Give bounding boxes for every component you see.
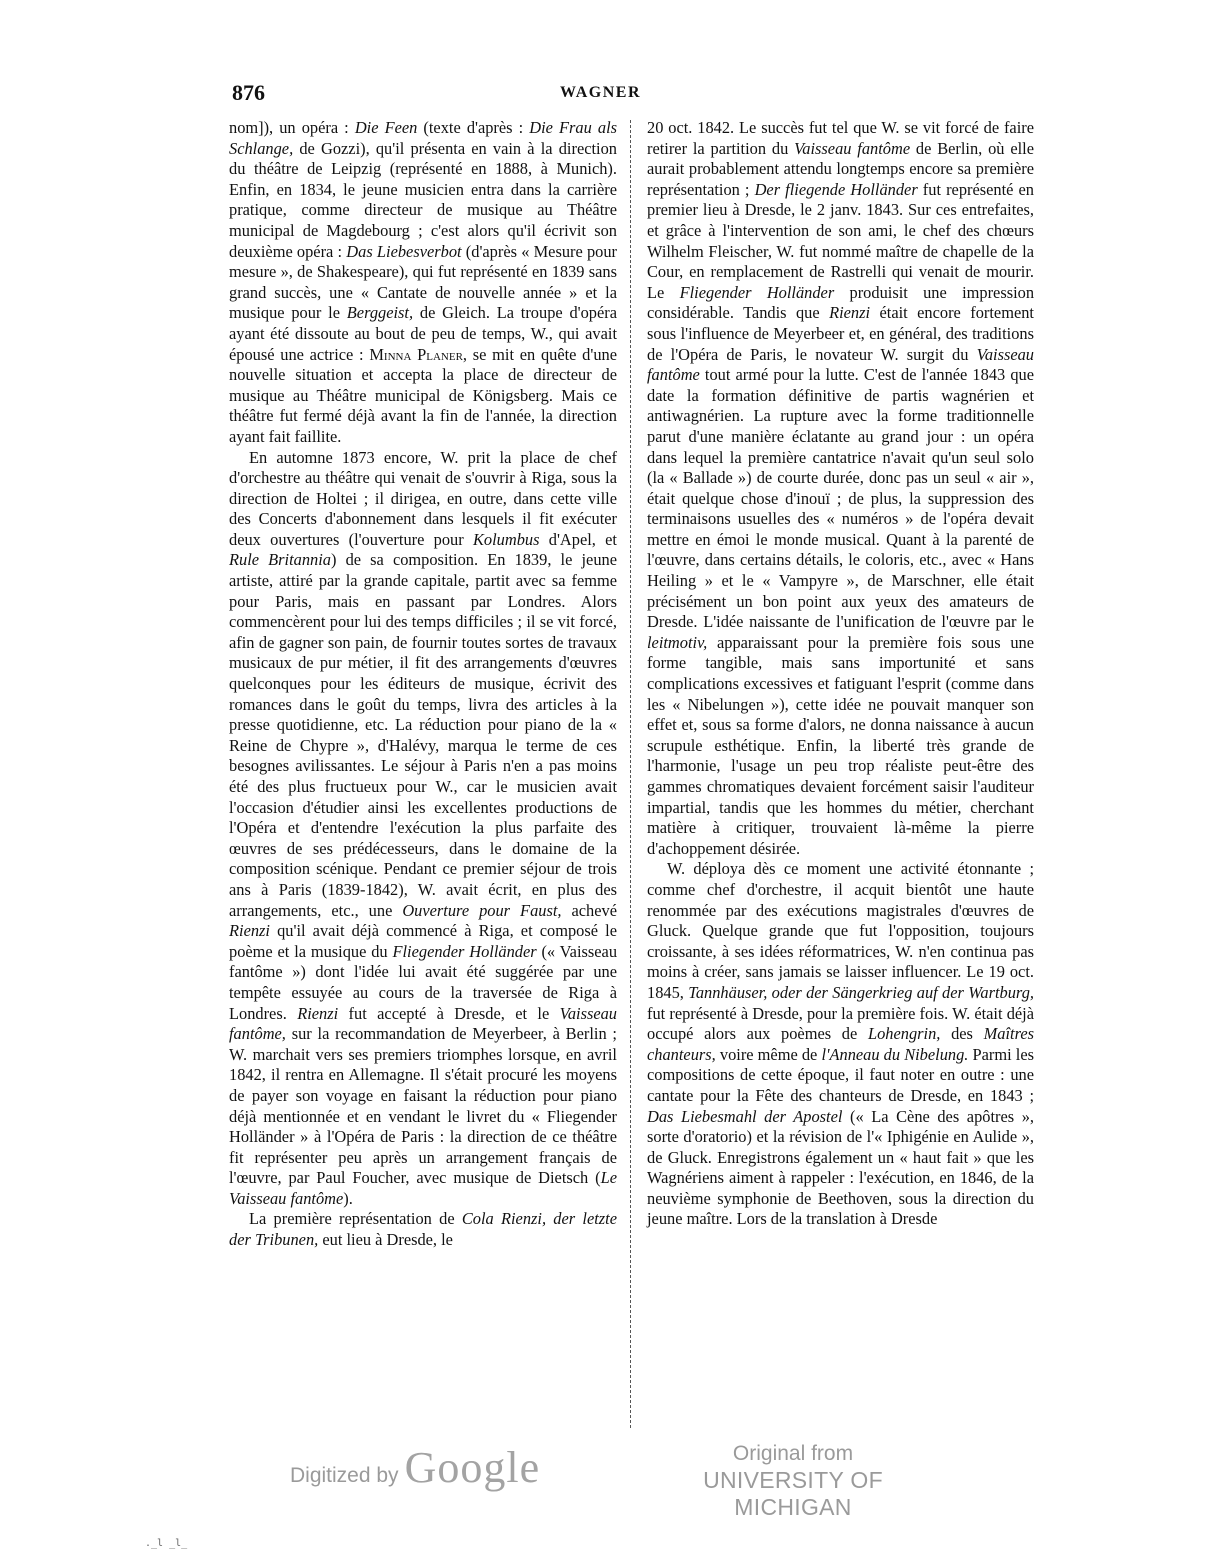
paragraph <box>229 448 617 1210</box>
text-run: ). <box>343 1188 353 1208</box>
text-run: Parmi les compositions de cette époque, il faut noter en outre : une cantate pour la Fête des chanteurs de Dresde, en 1843 ; <box>647 1044 1034 1105</box>
text-run: achevé <box>561 900 617 920</box>
text-run: fut représenté à Dresde, pour la première fois. W. était déjà occupé alors aux poèmes de <box>647 1003 1034 1044</box>
italic-run: Das Liebesmahl der Apostel <box>647 1106 843 1126</box>
right-column <box>647 118 1034 1230</box>
text-run: (d'après « Mesure pour mesure », de Shakespeare), qui fut représenté en 1839 sans grand succès, une « Cantate de nouvelle année » et la musique pour le <box>229 241 617 323</box>
italic-run: Tannhäuser, oder der Sängerkrieg auf der Wartburg, <box>688 982 1034 1002</box>
italic-run: Fliegender Holländer <box>392 941 537 961</box>
italic-run: Vaisseau fantôme <box>647 344 1034 385</box>
original-from-watermark <box>668 1440 918 1521</box>
italic-run: Vaisseau fantôme <box>794 138 911 158</box>
italic-run: Der fliegende Holländer <box>754 179 918 199</box>
text-run: 20 oct. 1842. Le succès fut tel que W. se vit forcé de faire retirer la partition du <box>647 118 1034 158</box>
text-run: voire même de <box>715 1044 822 1064</box>
paragraph <box>647 859 1034 1230</box>
text-run: produisit une impression considérable. Tandis que <box>647 282 1035 323</box>
original-from-text: Original from <box>732 1442 854 1465</box>
text-run: La première représentation de <box>249 1209 462 1229</box>
italic-run: Fliegender Holländer <box>679 282 835 302</box>
text-run: ) de sa composition. En 1839, le jeune artiste, attiré par la grande capitale, partit avec sa femme pour Paris, mais en passant par Londres. Alors commencèrent pour lui des temps difficiles ; il se vit forcé, afin de gagner son pain, de fournir toutes sortes de travaux musicaux de pur métier, il fit des arrangements d'œuvres quelconques pour les éditeurs de musique, écrivit des romances dans le goût du temps, livra des articles à la presse quotidienne, etc. La réduction pour piano de la « Reine de Chypre », d'Halévy, marqua le terme de ces besognes avilissantes. Le séjour à Paris n'en a pas moins été des plus fructueux pour W., car le musicien avait l'occasion d'étudier ainsi les excellentes productions de l'Opéra et d'entendre l'exécution la plus parfaite des œuvres de ses prédécesseurs, dans le domaine de la composition scénique. Pendant ce premier séjour de trois ans à Paris (1839-1842), W. avait écrit, en plus des arrangements, etc., une <box>229 550 617 920</box>
text-run: des <box>940 1024 984 1044</box>
scan-marks: ._l _l_ <box>145 1538 188 1549</box>
italic-run: Rienzi <box>829 303 871 323</box>
italic-run: Die Frau als Schlange, <box>229 118 617 158</box>
running-head: WAGNER <box>560 84 642 101</box>
text-run: (« La Cène des apôtres », sorte d'oratorio) et la révision de l'« Iphigénie en Aulide », de Gluck. Enregistrons également un « haut fait » que les Wagnériens aiment à rappeler : l'exécution, en 1846, de la neuvième symphonie de Beethoven, sous la direction du jeune maître. Lors de la translation à Dresde <box>647 1106 1034 1229</box>
text-run: apparaissant pour la première fois sous une forme tangible, mais sans importunité et sans complications excessives et fatiguant l'esprit (comme dans les « Nibelungen »), cette idée ne pouvait manquer son effet et, sous sa forme d'alors, ne donna naissance à aucun scrupule esthétique. Enfin, la liberté très grande de l'harmonie, l'usage un peu trop réaliste peut-être des gammes chromatiques devaient forcément saisir l'auditeur impartial, tandis que les hommes du métier, cherchant matière à critiquer, trouvaient là-même la pierre d'achoppement désirée. <box>647 632 1034 858</box>
text-run: eut lieu à Dresde, le <box>318 1230 453 1250</box>
italic-run: Rule Britannia <box>229 550 331 570</box>
text-run: d'Apel, et <box>539 529 617 549</box>
italic-run: Cola Rienzi, der letzte der Tribunen, <box>229 1209 617 1250</box>
text-run: de Gozzi), qu'il présenta en vain à la direction du théâtre de Leipzig (représenté en 1888, à Munich). Enfin, en 1834, le jeune musicien entra dans la carrière pratique, comme directeur de musique au Théâtre municipal de Magdebourg ; c'est alors qu'il écrivit son deuxième opéra : <box>229 138 617 261</box>
text-run: fut représenté en premier lieu à Dresde, le 2 janv. 1843. Sur ces entrefaites, et grâce à l'intervention de son ami, le chef des chœurs Wilhelm Fleischer, W. fut nommé maître de chapelle de la Cour, en remplacement de Rastrelli qui venait de mourir. Le <box>647 179 1034 302</box>
italic-run: Vaisseau fantôme, <box>229 1003 618 1044</box>
text-run: tout armé pour la lutte. C'est de l'année 1843 que date la formation définitive de partis wagnérien et antiwagnérien. La rupture avec la forme traditionnelle parut d'une manière éclatante au grand jour : un opéra dans lequel la première cantatrice n'avait qu'un seul solo (la « Ballade ») de courte durée, donc pas un seul « air », était quelque chose d'inouï ; de plus, la suppression des terminaisons usuelles des « numéros » de l'opéra devait mettre en émoi le monde musical. Quant à la parenté de l'œuvre, dans certains détails, le coloris, etc., avec « Hans Heiling » et le « Vampyre », de Marschner, elle était précisément un bon point aux yeux des amateurs de Dresde. L'idée naissante de l'unification de l'œuvre par le <box>647 365 1034 632</box>
italic-run: l'Anneau du Nibelung. <box>821 1044 969 1064</box>
left-column <box>229 118 617 1251</box>
italic-run: Die Feen <box>354 118 418 137</box>
text-run: W. déploya dès ce moment une activité étonnante ; comme chef d'orchestre, il acquit bientôt une haute renommée par des exécutions magistrales d'œuvres de Gluck. Quelque grande que fut l'opposition, toujours croissante, à ses idées réformatrices, W. n'en continua pas moins à créer, sans jamais se laisser influencer. Le 19 oct. 1845, <box>647 859 1034 1002</box>
page-number: 876 <box>232 80 265 105</box>
column-divider <box>630 120 631 1428</box>
italic-run: Ouverture pour Faust, <box>402 900 562 920</box>
text-run: fut accepté à Dresde, et le <box>338 1003 560 1023</box>
paragraph <box>229 118 617 448</box>
text-run: qu'il avait déjà commencé à Riga, et composé le poème et la musique du <box>229 921 617 961</box>
italic-run: Le Vaisseau fantôme <box>229 1168 617 1208</box>
paragraph <box>647 118 1034 859</box>
institution-text: UNIVERSITY OF MICHIGAN <box>703 1467 883 1520</box>
text-run: de Gleich. La troupe d'opéra ayant été dissoute au bout de peu de temps, W., qui avait épousé une actrice : <box>229 303 617 364</box>
text-run: nom]), un opéra : <box>229 118 355 137</box>
italic-run: Berggeist, <box>346 303 414 323</box>
paragraph <box>229 1209 617 1250</box>
text-run: (« Vaisseau fantôme ») dont l'idée lui avait été suggérée par une tempête essuyée au cours de la traversée de Riga à Londres. <box>229 941 618 1023</box>
italic-run: Kolumbus <box>473 529 540 549</box>
italic-run: Maîtres chanteurs, <box>647 1024 1035 1064</box>
italic-run: Rienzi <box>297 1003 339 1023</box>
digitized-by-watermark <box>290 1442 540 1493</box>
small-caps-run: Minna Planer, <box>369 344 468 364</box>
italic-run: Das Liebesverbot <box>346 241 462 261</box>
text-run: de Berlin, où elle aurait probablement attendu longtemps encore sa première représentation ; <box>647 138 1034 199</box>
digitized-by-text: Digitized by <box>290 1464 399 1487</box>
text-run: était encore fortement sous l'influence de Meyerbeer et, en général, des traditions de l'Opéra de Paris, le novateur W. surgit du <box>647 303 1034 364</box>
italic-run: Rienzi <box>229 921 270 941</box>
google-logo: Google <box>404 1443 541 1492</box>
text-run: En automne 1873 encore, W. prit la place de chef d'orchestre au théâtre qui venait de s'ouvrir à Riga, sous la direction de Holtei ; il dirigea, en outre, dans cette ville des Concerts d'abonnement dans lesquels il fit exécuter deux ouvertures (l'ouverture pour <box>229 447 617 549</box>
italic-run: Lohengrin, <box>867 1024 941 1044</box>
text-run: sur la recommandation de Meyerbeer, à Berlin ; W. marchait vers ses premiers triomphes lorsque, en avril 1842, il rentra en Allemagne. Il s'était procuré les moyens de payer son voyage en faisant la réduction pour piano déjà mentionnée et en vendant le livret du « Fliegender Holländer » à l'Opéra de Paris : la direction de ce théâtre fit représenter peu après un arrangement français de l'œuvre, par Paul Foucher, avec musique de Dietsch ( <box>229 1024 617 1188</box>
text-run: se mit en quête d'une nouvelle situation et accepta la place de directeur de musique au Théâtre municipal de Königsberg. Mais ce théâtre fut fermé déjà avant la fin de l'année, la direction ayant fait faillite. <box>229 344 617 446</box>
italic-run: leitmotiv, <box>647 632 708 652</box>
text-run: (texte d'après : <box>417 118 530 137</box>
